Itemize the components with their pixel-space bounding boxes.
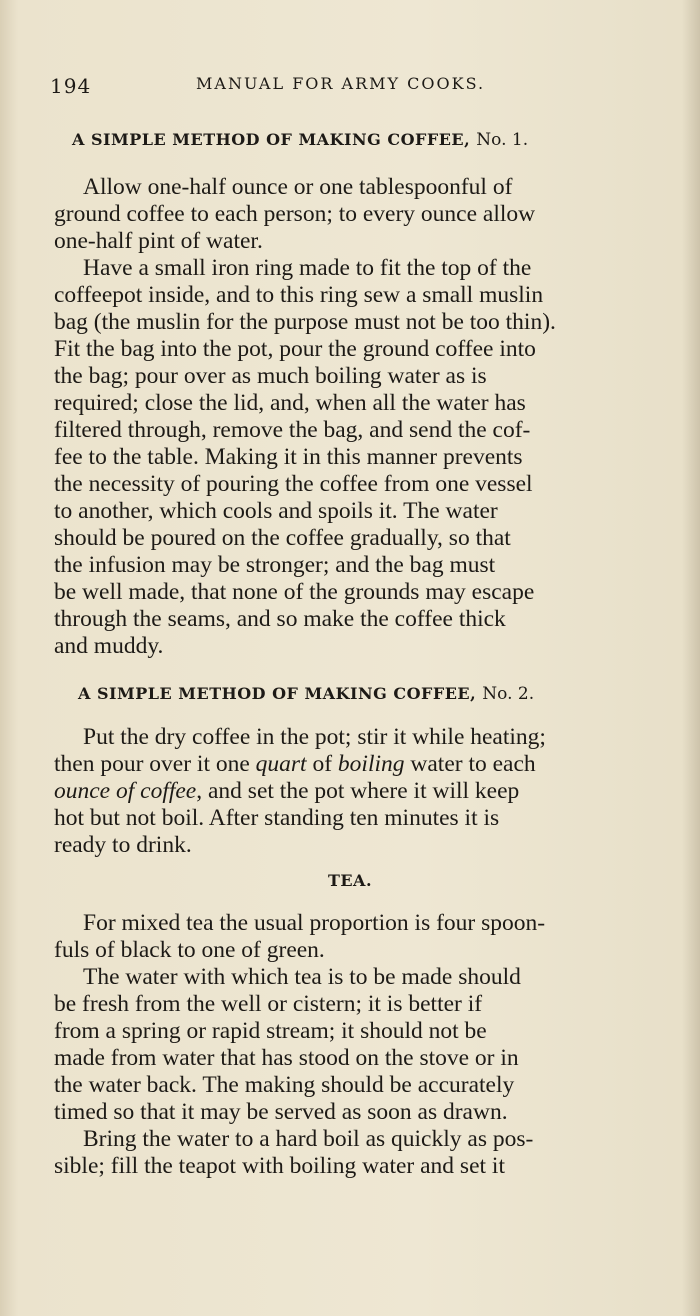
- tea-paragraph-3: [54, 1126, 680, 1180]
- heading-text: A SIMPLE METHOD OF MAKING COFFEE,: [72, 130, 471, 149]
- heading-number: No. 2.: [482, 684, 535, 704]
- text-line: one-half pint of water.: [54, 228, 263, 254]
- tea-paragraph-2: [54, 964, 680, 1126]
- text-line: filtered through, remove the bag, and send the cof-: [54, 417, 531, 443]
- running-head: [50, 70, 570, 100]
- text-line: the bag; pour over as much boiling water as is: [54, 363, 487, 389]
- emphasis-boiling: boiling: [337, 751, 405, 777]
- text-line: [54, 778, 680, 805]
- text-line: Put the dry coffee in the pot; stir it while heating;: [83, 724, 546, 750]
- text-line: ground coffee to each person; to every ounce allow: [54, 201, 536, 227]
- text-line: the infusion may be stronger; and the bag must: [54, 552, 496, 578]
- heading-number: No. 1.: [476, 130, 529, 150]
- emphasis-ounce-of-coffee: ounce of coffee: [54, 778, 197, 804]
- heading-text: A SIMPLE METHOD OF MAKING COFFEE,: [78, 684, 477, 703]
- page-number: 194: [50, 74, 92, 98]
- coffee-2-paragraph: [54, 724, 680, 859]
- section-heading-tea: [0, 871, 700, 890]
- text-line: from a spring or rapid stream; it should not be: [54, 1018, 487, 1044]
- text-line: ready to drink.: [54, 832, 192, 858]
- text-line: and muddy.: [54, 633, 164, 659]
- text-line: [54, 751, 680, 778]
- text-line: Bring the water to a hard boil as quickly as pos-: [83, 1126, 534, 1152]
- text-line: be well made, that none of the grounds may escape: [54, 579, 535, 605]
- heading-text: TEA.: [327, 871, 373, 890]
- text-run: of: [306, 751, 338, 777]
- text-run: then pour over it one: [54, 751, 256, 777]
- text-line: hot but not boil. After standing ten minutes it is: [54, 805, 500, 831]
- text-line: coffeepot inside, and to this ring sew a small muslin: [54, 282, 544, 308]
- running-title: MANUAL FOR ARMY COOKS.: [196, 74, 486, 93]
- text-line: required; close the lid, and, when all the water has: [54, 390, 526, 416]
- emphasis-quart: quart: [255, 751, 307, 777]
- coffee-1-paragraph-2: [54, 255, 680, 660]
- text-line: the water back. The making should be accurately: [54, 1072, 515, 1098]
- text-line: Fit the bag into the pot, pour the ground coffee into: [54, 336, 536, 362]
- text-line: through the seams, and so make the coffee thick: [54, 606, 506, 632]
- text-line: For mixed tea the usual proportion is four spoon-: [83, 910, 546, 936]
- coffee-1-paragraph-1: [54, 174, 680, 255]
- tea-paragraph-1: [54, 910, 680, 964]
- section-heading-coffee-2: [78, 684, 534, 704]
- text-line: timed so that it may be served as soon as drawn.: [54, 1099, 508, 1125]
- text-run: , and set the pot where it will keep: [196, 778, 520, 804]
- text-line: sible; fill the teapot with boiling water and set it: [54, 1153, 505, 1179]
- text-line: fuls of black to one of green.: [54, 937, 325, 963]
- text-line: made from water that has stood on the stove or in: [54, 1045, 519, 1071]
- text-line: should be poured on the coffee gradually, so that: [54, 525, 511, 551]
- text-line: The water with which tea is to be made should: [83, 964, 521, 990]
- text-line: fee to the table. Making it in this manner prevents: [54, 444, 523, 470]
- text-line: be fresh from the well or cistern; it is better if: [54, 991, 483, 1017]
- text-line: bag (the muslin for the purpose must not be too thin).: [54, 309, 556, 335]
- text-line: Allow one-half ounce or one tablespoonful of: [83, 174, 513, 200]
- text-line: the necessity of pouring the coffee from one vessel: [54, 471, 533, 497]
- section-heading-coffee-1: [72, 130, 528, 150]
- text-run: water to each: [404, 751, 536, 777]
- text-line: to another, which cools and spoils it. The water: [54, 498, 498, 524]
- text-line: Have a small iron ring made to fit the top of the: [83, 255, 532, 281]
